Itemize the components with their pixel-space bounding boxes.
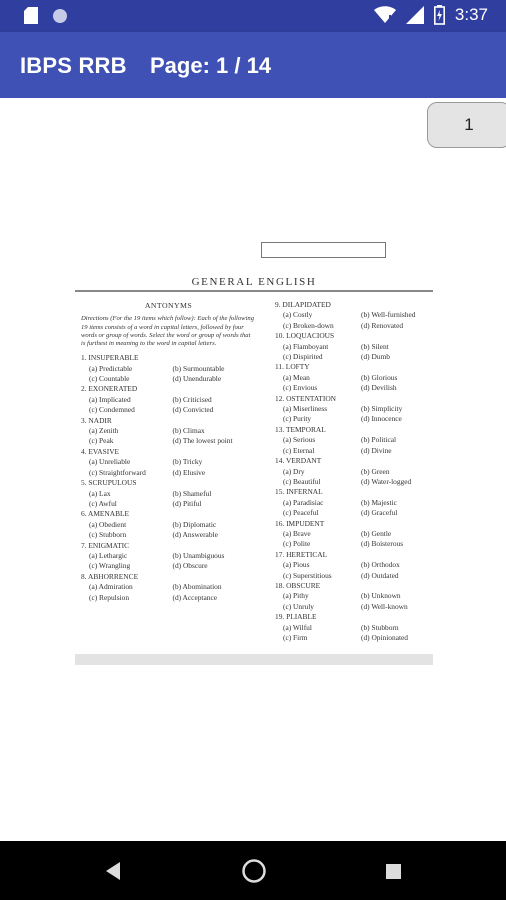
option-d: (d) Renovated	[361, 320, 404, 330]
option-d: (d) Outdated	[361, 570, 399, 580]
home-icon[interactable]	[242, 859, 266, 883]
option-d: (d) The lowest point	[172, 436, 233, 446]
option-c: (c) Peaceful	[283, 508, 319, 518]
option-d: (d) Answerable	[172, 530, 218, 540]
option-b: (b) Well-furnished	[361, 310, 416, 320]
option-b: (b) Simplicity	[361, 404, 403, 414]
question-word: 4. EVASIVE	[81, 446, 120, 456]
question-item	[275, 550, 433, 581]
option-a: (a) Miserliness	[283, 404, 328, 414]
option-c: (c) Envious	[283, 383, 318, 393]
question-word: 3. NADIR	[81, 415, 112, 425]
question-word: 15. INFERNAL	[275, 487, 323, 497]
option-d: (d) Opinionated	[361, 633, 408, 642]
option-c: (c) Awful	[89, 498, 117, 508]
option-a: (a) Obedient	[89, 519, 127, 529]
question-word: 8. ABHORRENCE	[81, 571, 139, 581]
option-c: (c) Superstitious	[283, 570, 332, 580]
answer-options	[275, 560, 433, 581]
answer-options	[81, 582, 256, 603]
option-d: (d) Innocence	[361, 414, 402, 424]
question-word: 16. IMPUDENT	[275, 518, 325, 528]
answer-options	[275, 591, 433, 612]
option-a: (a) Mean	[283, 372, 310, 382]
option-a: (a) Paradisiac	[283, 497, 324, 507]
option-b: (b) Green	[361, 466, 390, 476]
page-indicator: Page: 1 / 14	[150, 53, 272, 78]
option-a: (a) Predictable	[89, 363, 133, 373]
app-bar	[0, 32, 506, 98]
question-item	[275, 519, 433, 550]
option-d: (d) Boisterous	[361, 539, 404, 549]
answer-options	[81, 457, 256, 478]
option-b: (b) Climax	[172, 426, 205, 436]
question-item	[81, 541, 256, 572]
option-c: (c) Dispirited	[283, 352, 323, 362]
question-item	[81, 478, 256, 509]
option-b: (b) Orthodox	[361, 560, 400, 570]
question-word: 1. INSUPERABLE	[81, 353, 139, 363]
question-item	[275, 456, 433, 487]
question-word: 19. PLIABLE	[275, 612, 317, 622]
navigation-bar	[0, 841, 506, 900]
question-word: 9. DILAPIDATED	[275, 300, 331, 309]
option-d: (d) Obscure	[172, 561, 208, 571]
option-c: (c) Condemned	[89, 405, 135, 415]
answer-options	[275, 373, 433, 394]
answer-options	[81, 426, 256, 447]
question-item	[275, 581, 433, 612]
wifi-icon	[374, 6, 396, 24]
question-item	[81, 572, 256, 603]
option-a: (a) Flamboyant	[283, 341, 329, 351]
option-d: (d) Divine	[361, 445, 392, 455]
question-item	[81, 416, 256, 447]
option-c: (c) Polite	[283, 539, 311, 549]
question-word: 5. SCRUPULOUS	[81, 478, 137, 488]
pdf-page	[75, 240, 433, 665]
question-item	[275, 612, 433, 643]
option-a: (a) Costly	[283, 310, 313, 320]
question-item	[275, 362, 433, 393]
option-c: (c) Repulsion	[89, 592, 130, 602]
option-d: (d) Pitiful	[172, 498, 202, 508]
question-item	[81, 447, 256, 478]
question-item	[275, 394, 433, 425]
document-header: GENERAL ENGLISH	[191, 276, 317, 288]
option-d: (d) Elusive	[172, 467, 206, 477]
option-a: (a) Implicated	[89, 394, 131, 404]
answer-options	[81, 489, 256, 510]
option-b: (b) Majestic	[361, 497, 397, 507]
question-word: 2. EXONERATED	[81, 384, 138, 394]
option-c: (c) Straightforward	[89, 467, 146, 477]
section-heading: ANTONYMS	[144, 301, 193, 310]
answer-options	[275, 498, 433, 519]
circle-notification-icon	[52, 8, 68, 24]
option-d: (d) Devilish	[361, 383, 397, 393]
right-column	[275, 300, 433, 643]
option-a: (a) Lax	[89, 488, 111, 498]
answer-options	[275, 310, 433, 331]
option-b: (b) Diplomatic	[172, 519, 217, 529]
question-word: 14. VERDANT	[275, 456, 322, 466]
answer-options	[81, 551, 256, 572]
option-a: (a) Unreliable	[89, 457, 131, 467]
option-a: (a) Brave	[283, 528, 311, 538]
question-item	[81, 384, 256, 415]
option-d: (d) Unendurable	[172, 374, 222, 384]
option-b: (b) Surmountable	[172, 363, 225, 373]
question-word: 12. OSTENTATION	[275, 393, 336, 403]
option-b: (b) Tricky	[172, 457, 203, 467]
header-rule	[75, 290, 433, 292]
answer-options	[81, 395, 256, 416]
answer-options	[81, 520, 256, 541]
option-c: (c) Peak	[89, 436, 114, 446]
option-a: (a) Pious	[283, 560, 310, 570]
option-d: (d) Water-logged	[361, 476, 412, 486]
option-b: (b) Shameful	[172, 488, 212, 498]
option-a: (a) Lethargic	[89, 550, 128, 560]
status-time: 3:37	[454, 5, 488, 24]
option-c: (c) Countable	[89, 374, 130, 384]
option-c: (c) Beautiful	[283, 476, 321, 486]
option-b: (b) Unambiguous	[172, 550, 225, 560]
recent-apps-icon[interactable]	[385, 863, 402, 880]
question-word: 11. LOFTY	[275, 362, 310, 372]
option-b: (b) Unknown	[361, 591, 401, 601]
question-word: 18. OBSCURE	[275, 580, 321, 590]
question-list-left	[81, 353, 256, 603]
question-item	[275, 487, 433, 518]
sd-card-icon	[24, 7, 38, 24]
option-d: (d) Acceptance	[172, 592, 218, 602]
page-footer-bar	[75, 654, 433, 665]
option-b: (b) Glorious	[361, 372, 398, 382]
back-icon[interactable]	[104, 861, 122, 881]
option-c: (c) Firm	[283, 633, 308, 642]
option-c: (c) Stubborn	[89, 530, 127, 540]
option-b: (b) Silent	[361, 341, 389, 351]
question-word: 7. ENIGMATIC	[81, 540, 130, 550]
option-a: (a) Pithy	[283, 591, 309, 601]
question-item	[275, 331, 433, 362]
option-c: (c) Wrangling	[89, 561, 131, 571]
answer-options	[275, 435, 433, 456]
option-b: (b) Gentle	[361, 528, 392, 538]
page-number-button[interactable]: 1	[427, 102, 506, 148]
app-title: IBPS RRB	[20, 53, 127, 78]
option-a: (a) Zenith	[89, 426, 119, 436]
status-bar	[0, 0, 506, 32]
option-a: (a) Serious	[283, 435, 316, 445]
battery-icon	[434, 5, 445, 25]
option-b: (b) Stubborn	[361, 622, 399, 632]
option-a: (a) Wilful	[283, 622, 312, 632]
question-word: 17. HERETICAL	[275, 549, 328, 559]
question-item	[81, 353, 256, 384]
option-a: (a) Admiration	[89, 582, 133, 592]
answer-options	[275, 467, 433, 488]
answer-options	[275, 623, 433, 644]
page-header-box	[261, 242, 386, 258]
question-list-right	[275, 300, 433, 643]
option-d: (d) Graceful	[361, 508, 398, 518]
directions-text: Directions (For the 19 items which follow): Each of the following 19 items consists of a word in capital letters, followed by four words or group of words. Select the word or group of words that is furthest in meaning to the word in capital letters.	[81, 315, 255, 348]
option-c: (c) Unruly	[283, 601, 314, 611]
answer-options	[275, 342, 433, 363]
option-a: (a) Dry	[283, 466, 305, 476]
option-c: (c) Purity	[283, 414, 312, 424]
question-word: 13. TEMPORAL	[275, 424, 326, 434]
answer-options	[275, 404, 433, 425]
option-b: (b) Political	[361, 435, 397, 445]
question-word: 6. AMENABLE	[81, 509, 130, 519]
option-b: (b) Abomination	[172, 582, 222, 592]
cell-signal-icon	[406, 6, 424, 24]
option-d: (d) Well-known	[361, 601, 408, 611]
answer-options	[81, 364, 256, 385]
option-d: (d) Dumb	[361, 352, 390, 362]
question-item	[275, 300, 433, 331]
option-c: (c) Eternal	[283, 445, 315, 455]
left-column	[81, 301, 256, 603]
option-c: (c) Broken-down	[283, 320, 334, 330]
question-item	[81, 509, 256, 540]
question-word: 10. LOQUACIOUS	[275, 331, 335, 341]
option-d: (d) Convicted	[172, 405, 214, 415]
option-b: (b) Criticised	[172, 394, 212, 404]
answer-options	[275, 529, 433, 550]
question-item	[275, 425, 433, 456]
